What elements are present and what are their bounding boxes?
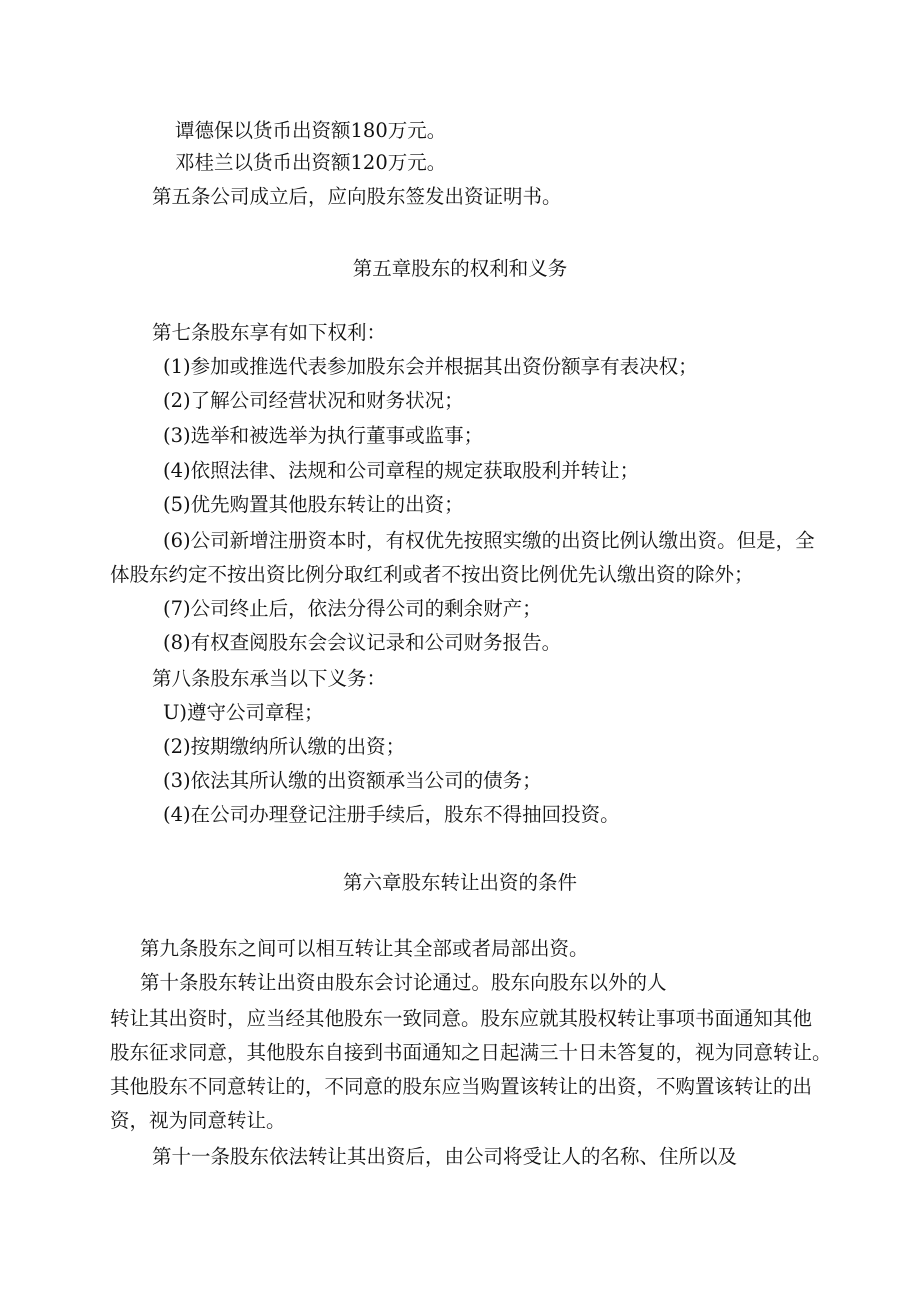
list-item: (5)优先购置其他股东转让的出资； — [163, 493, 464, 516]
text-line: 第九条股东之间可以相互转让其全部或者局部出资。 — [140, 937, 589, 960]
text-line: 第十条股东转让出资由股东会讨论通过。股东向股东以外的人 — [140, 971, 667, 994]
text-line: 谭德保以货币出资额180万元。 — [175, 119, 447, 142]
text-line: 邓桂兰以货币出资额120万元。 — [175, 151, 447, 174]
list-item: (3)选举和被选举为执行董事或监事； — [163, 424, 484, 447]
list-item: (2)按期缴纳所认缴的出资； — [163, 735, 406, 758]
text-line: 股东征求同意，其他股东自接到书面通知之日起满三十日未答复的，视为同意转让。 — [110, 1041, 832, 1064]
list-item: (1)参加或推选代表参加股东会并根据其出资份额享有表决权； — [163, 355, 698, 378]
list-item: U)遵守公司章程； — [163, 701, 324, 724]
list-item: (7)公司终止后，依法分得公司的剩余财产； — [163, 597, 542, 620]
text-line: 第五条公司成立后，应向股东签发出资证明书。 — [152, 185, 562, 208]
list-item: (8)有权查阅股东会会议记录和公司财务报告。 — [163, 631, 562, 654]
text-line: 体股东约定不按出资比例分取红利或者不按出资比例优先认缴出资的除外； — [110, 563, 754, 586]
text-line: 第七条股东享有如下权利： — [152, 321, 387, 344]
chapter-heading: 第五章股东的权利和义务 — [352, 257, 568, 280]
list-item: (4)依照法律、法规和公司章程的规定获取股利并转让； — [163, 459, 640, 482]
list-item: (3)依法其所认缴的出资额承当公司的债务； — [163, 769, 542, 792]
text-line: 第八条股东承当以下义务： — [152, 667, 387, 690]
text-line: 转让其出资时，应当经其他股东一致同意。股东应就其股权转让事项书面通知其他 — [110, 1007, 813, 1030]
text-line: 资，视为同意转让。 — [110, 1109, 286, 1132]
chapter-heading: 第六章股东转让出资的条件 — [342, 871, 577, 894]
list-item: (6)公司新增注册资本时，有权优先按照实缴的出资比例认缴出资。但是，全 — [163, 529, 815, 552]
list-item: (2)了解公司经营状况和财务状况； — [163, 389, 464, 412]
text-line: 第十一条股东依法转让其出资后，由公司将受让人的名称、住所以及 — [152, 1145, 738, 1168]
text-line: 其他股东不同意转让的，不同意的股东应当购置该转让的出资，不购置该转让的出 — [110, 1075, 813, 1098]
list-item: (4)在公司办理登记注册手续后，股东不得抽回投资。 — [163, 803, 620, 826]
